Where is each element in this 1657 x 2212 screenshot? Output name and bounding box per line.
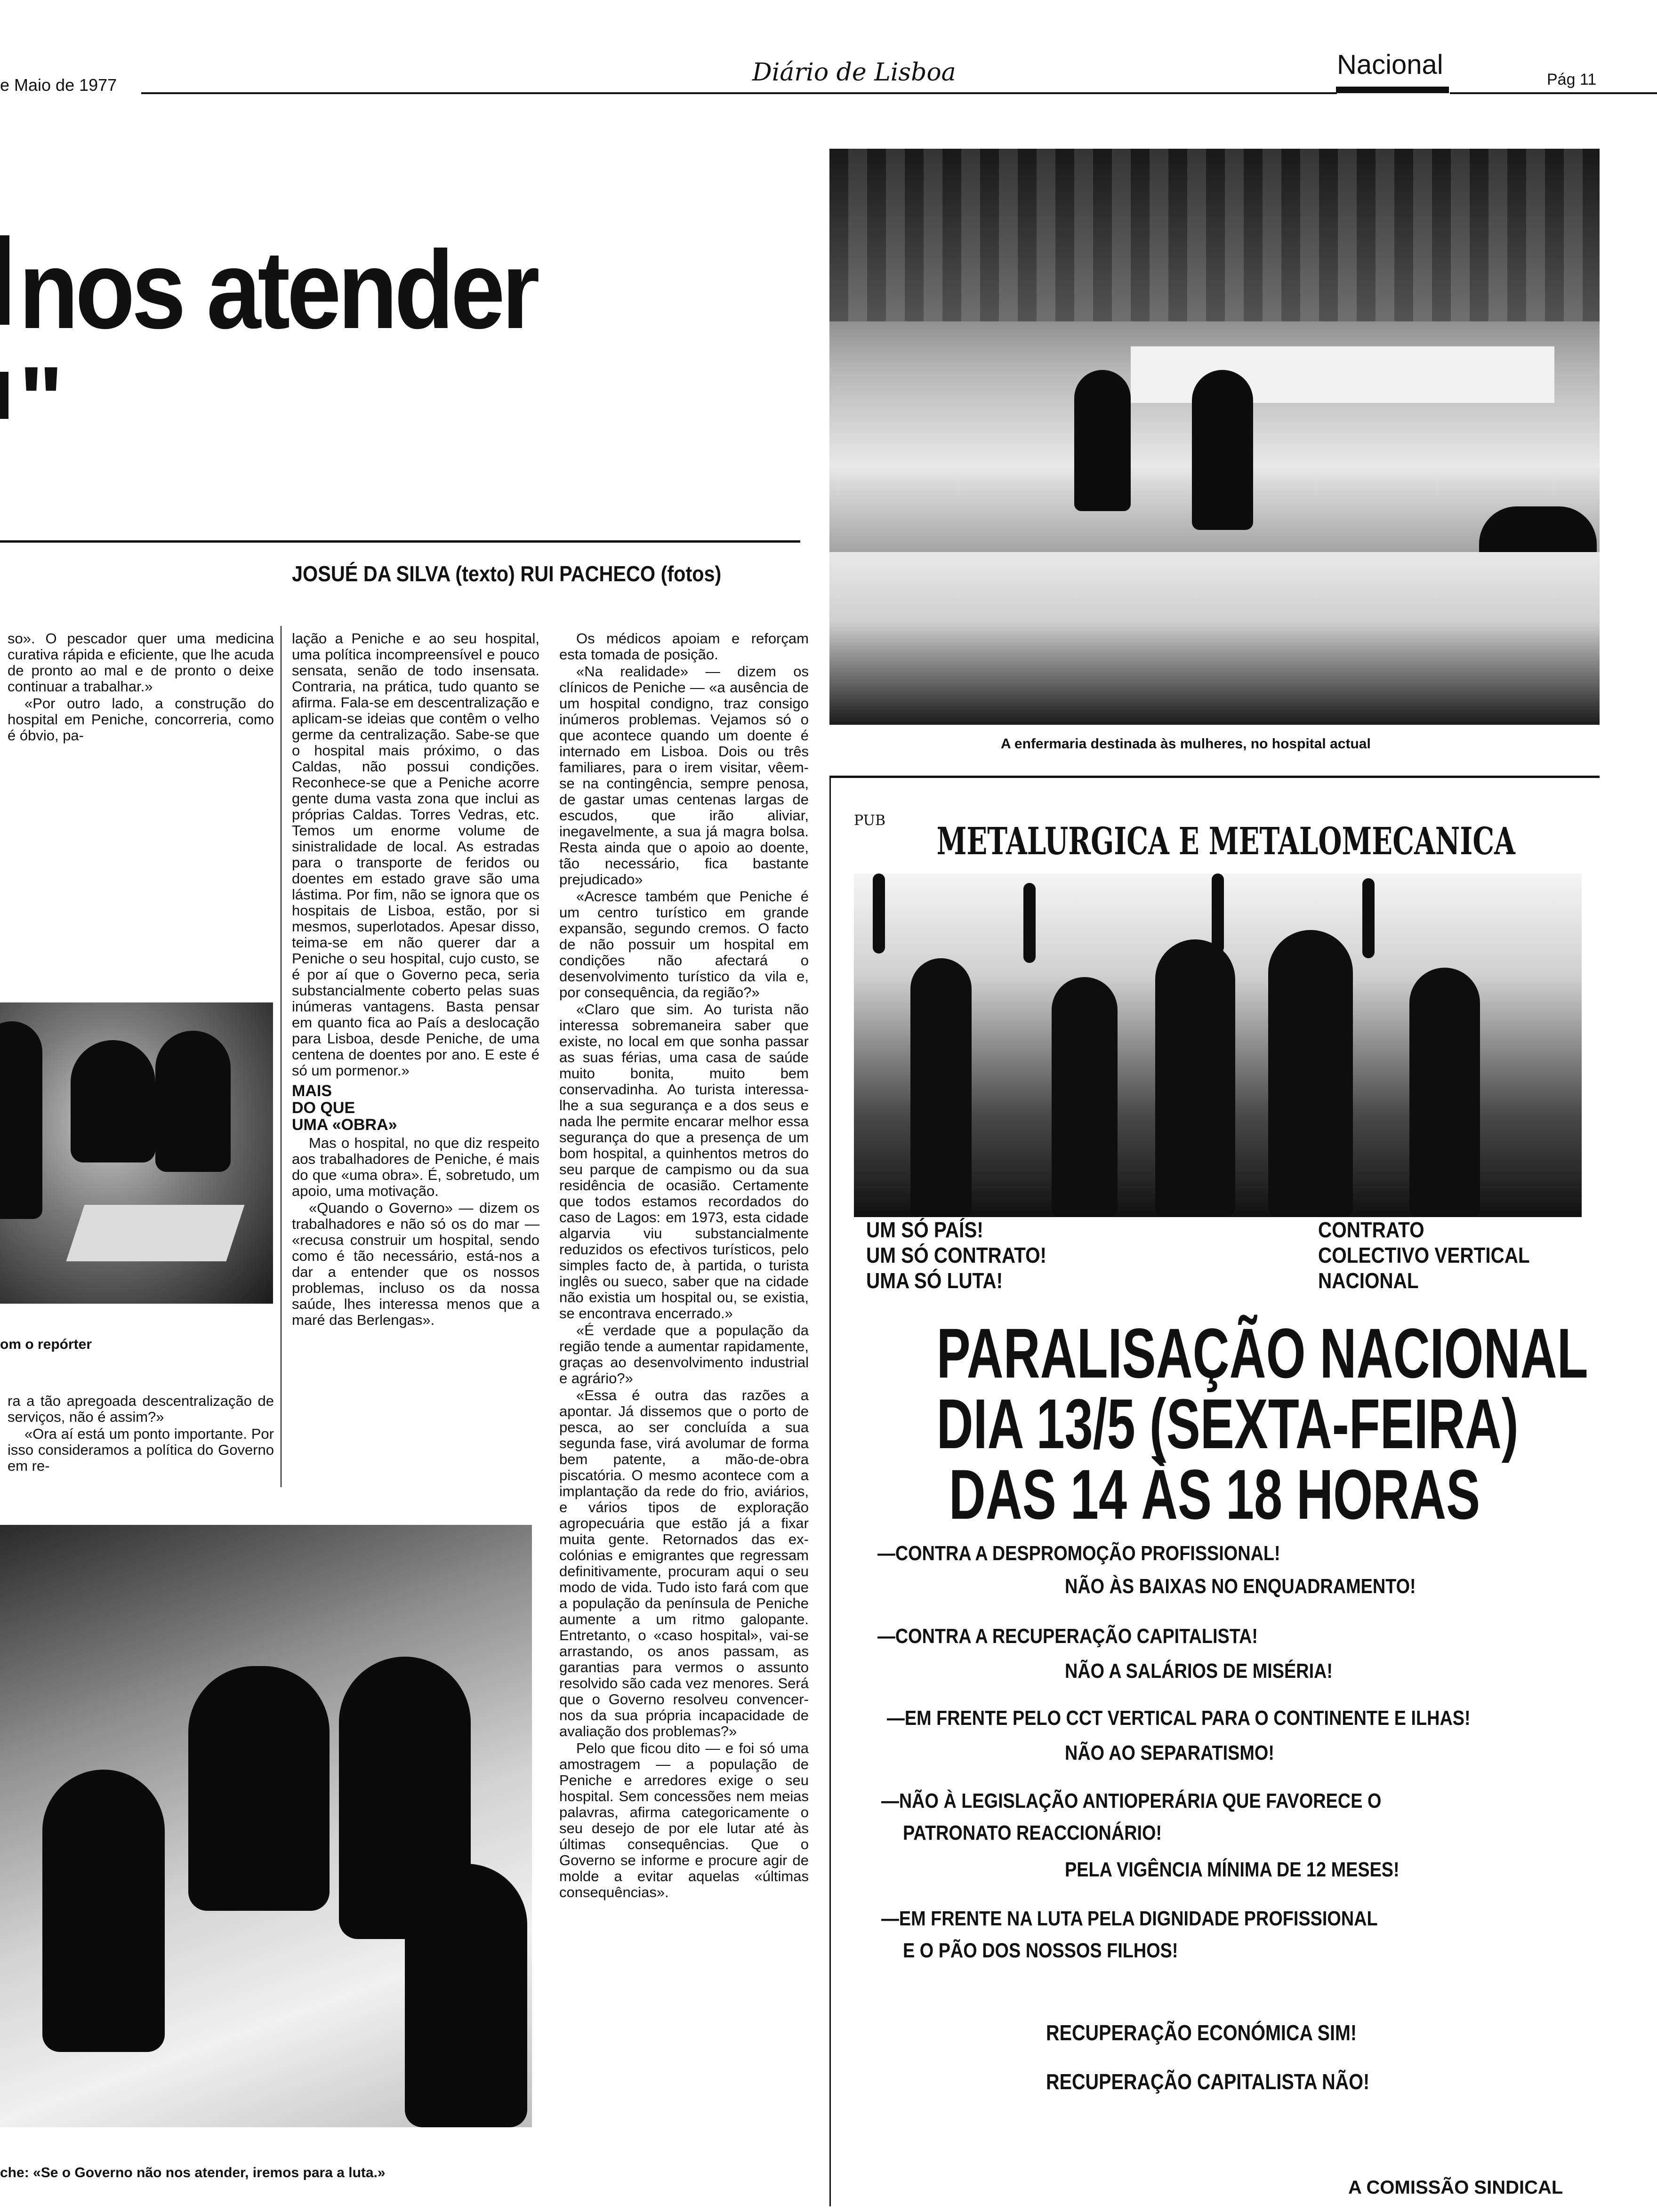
ad-pub-label: PUB: [854, 812, 885, 829]
slogan: NACIONAL: [1318, 1268, 1419, 1293]
paragraph: «Claro que sim. Ao turista não interessa sobremaneira saber que existe, no local em que sonha passar as suas férias, uma casa de saúde muito bonita, muito bem conservadinha. Ao turista interessa-lhe a sua segurança e a dos seus e nada lhe permite encarar melhor essa segurança do que a presença de um bom hospital, a quinhentos metros do seu parque de campismo ou da sua residência de ocasião. Certamente que todos estamos recordados do caso de Lagos: em 1973, esta cidade algarvia viu substancialmente reduzidos os efectivos turísticos, pelo simples facto de, à partida, o turista inglês ou sueco, saber que na cidade não existia um hospital ou, se existia, se encontrava encerrado.»: [559, 1001, 809, 1322]
photo-raised-fist: [1023, 883, 1036, 963]
photo-raised-fist: [1362, 878, 1375, 958]
ad-demand: PELA VIGÊNCIA MÍNIMA DE 12 MESES!: [1065, 1858, 1400, 1881]
photo-caption-middle: om o repórter: [0, 1337, 92, 1352]
photo-fishermen-with-reporter: [0, 1002, 273, 1304]
column-divider: [281, 626, 282, 1487]
paragraph: «Na realidade» — dizem os clínicos de Peniche — «a ausência de um hospital condigno, traz consigo inúmeros problemas. Vejamos só o que acontece quando um doente é internado em Lisboa. Dois ou três familiares, para o irem visitar, vêem-se na contingência, sempre penosa, de gastar umas centenas largas de escudos, que irão aliviar, inegavelmente, a sua já magra bolsa. Resta ainda que o apoio ao doente, tão necessário, fica bastante prejudicado»: [559, 663, 809, 888]
section-rule: [1336, 87, 1449, 93]
paragraph: Mas o hospital, no que diz respeito aos trabalhadores de Peniche, é mais do que «uma obra». É, sobretudo, um apoio, uma motivação.: [292, 1135, 539, 1199]
photo-floor: [829, 552, 1600, 725]
strike-line: DIA 13/5 (SEXTA-FEIRA): [936, 1384, 1519, 1463]
issue-date: e Maio de 1977: [0, 75, 117, 95]
byline: JOSUÉ DA SILVA (texto) RUI PACHECO (fotos): [292, 561, 722, 586]
paragraph: «Por outro lado, a construção do hospital em Peniche, concorreria, como é óbvio, pa-: [8, 695, 274, 744]
ad-strike-announcement: [936, 1314, 1588, 1534]
paragraph: «Acresce também que Peniche é um centro turístico em grande expansão, segundo cremos. O facto de não possuir um hospital em condições não afectará o desenvolvimento turístico da vila e, por consequência, da região?»: [559, 888, 809, 1001]
photo-figure: [1074, 370, 1131, 511]
photo-figure: [1268, 930, 1353, 1217]
article-column-3: [559, 631, 809, 1901]
page-number: Pág 11: [1547, 71, 1597, 88]
byline-rule: [0, 540, 800, 543]
photo-figure: [188, 1666, 330, 1911]
photo-figure: [1192, 370, 1253, 530]
ad-slogans-left: [866, 1217, 1046, 1293]
slogan: COLECTIVO VERTICAL: [1318, 1243, 1530, 1267]
slogan: UM SÓ CONTRATO!: [866, 1243, 1047, 1267]
photo-raised-fist: [1212, 874, 1224, 954]
ad-demand: NÃO ÀS BAIXAS NO ENQUADRAMENTO!: [1065, 1575, 1416, 1598]
paragraph: Pelo que ficou dito — e foi só uma amostragem — a população de Peniche e arredores exige o seu hospital. Sem concessões nem meias palavras, afirma categoricamente o seu desejo de por ele lutar até às últimas consequências. Que o Governo se informe e procure agir de molde a evitar aquelas «últimas consequências».: [559, 1740, 809, 1900]
slogan: UM SÓ PAÍS!: [866, 1218, 983, 1242]
ad-demand: NÃO A SALÁRIOS DE MISÉRIA!: [1065, 1659, 1333, 1683]
closing-quote-mark: ": [19, 347, 64, 452]
article-column-1-continued: [8, 1393, 274, 1475]
headline: nos atender: [19, 228, 537, 352]
paragraph: so». O pescador quer uma medicina curativa rápida e eficiente, que lhe acuda de pronto ao mal e de pronto o deixe continuar a trabalhar.»: [8, 630, 274, 695]
newspaper-name: Diário de Lisboa: [752, 58, 956, 87]
paragraph: lação a Peniche e ao seu hospital, uma política incompreensível e pouco sensata, senão de todo insensata. Contraria, na prática, tudo quanto se afirma. Fala-se em descentralização e aplicam-se ideias que contêm o velho germe da centralização. Sabe-se que o hospital mais próximo, o das Caldas, não possui condições. Reconhece-se que a Peniche acorre gente duma vasta zona que inclui as próprias Caldas. Torres Vedras, etc. Temos um enorme volume de sinistralidade de local. As estradas para o transporte de feridos ou doentes em estado grave são uma lástima. Por fim, não se ignora que os hospitais de Lisboa, estão, por si mesmos, superlotados. Apesar disso, teima-se em não querer dar a Peniche o seu hospital, cujo custo, se é por aí que o Governo peca, seria substancialmente coberto pelas suas inúmeras vantagens. Basta pensar em quanto fica ao País a deslocação para Lisboa, desde Peniche, de uma centena de doentes por ano. E este é só um pormenor.»: [292, 630, 539, 1079]
photo-figure: [405, 1864, 527, 2127]
slogan: UMA SÓ LUTA!: [866, 1268, 1003, 1293]
ad-closing: RECUPERAÇÃO CAPITALISTA NÃO!: [1046, 2069, 1370, 2094]
strike-line: DAS 14 ÀS 18 HORAS: [949, 1455, 1480, 1534]
ad-title: METALURGICA E METALOMECANICA: [936, 819, 1515, 863]
photo-crowd: [0, 1525, 532, 2127]
paragraph: «É verdade que a população da região tende a aumentar rapidamente, graças ao desenvolvimento industrial e agrário?»: [559, 1322, 809, 1387]
photo-hospital-ward: [829, 149, 1600, 725]
subheading-line: DO QUE: [292, 1099, 355, 1117]
page-rule: [1450, 92, 1657, 94]
ad-slogans-right: [1318, 1217, 1530, 1293]
slogan: CONTRATO: [1318, 1218, 1424, 1242]
ad-demand: E O PÃO DOS NOSSOS FILHOS!: [903, 1939, 1178, 1962]
article-column-1: [8, 631, 274, 745]
photo-figure: [1155, 939, 1235, 1217]
paragraph: Os médicos apoiam e reforçam esta tomada de posição.: [559, 630, 809, 663]
photo-caption-bottom: che: «Se o Governo não nos atender, iremos para a luta.»: [0, 2165, 386, 2180]
paragraph: «Ora aí está um ponto importante. Por isso consideramos a política do Governo em re-: [8, 1426, 274, 1474]
subheading-line: MAIS: [292, 1082, 332, 1100]
photo-ceiling: [829, 149, 1600, 321]
ad-closing: RECUPERAÇÃO ECONÓMICA SIM!: [1046, 2020, 1357, 2045]
photo-figure: [1409, 968, 1480, 1217]
photo-table: [66, 1205, 245, 1261]
ad-demand: —NÃO À LEGISLAÇÃO ANTIOPERÁRIA QUE FAVORECE O: [881, 1789, 1382, 1812]
ad-demand: PATRONATO REACCIONÁRIO!: [903, 1821, 1162, 1844]
photo-figure: [1052, 977, 1118, 1217]
header-rule: [141, 92, 1337, 94]
photo-figure: [155, 1031, 231, 1172]
ad-demand: —EM FRENTE PELO CCT VERTICAL PARA O CONTINENTE E ILHAS!: [887, 1707, 1471, 1730]
paragraph: «Essa é outra das razões a apontar. Já dissemos que o porto de pesca, ao ser concluída a sua segunda fase, virá avolumar de forma bem patente, a mão-de-obra piscatória. O mesmo acontece com a implantação da rede do frio, aviários, e vários tipos de exploração agropecuária que estão já a fixar muita gente. Retornados das ex-colónias e emigrantes que regressam definitivamente, procuram aqui o seu modo de vida. Tudo isto fará com que a população da península de Peniche aumente a um ritmo galopante. Entretanto, o «caso hospital», vai-se arrastando, os anos passam, as garantias para vermos o assunto resolvido são cada vez menores. Será que o Governo resolveu convencer-nos da sua própria incapacidade de avaliação dos problemas?»: [559, 1387, 809, 1739]
strike-line: PARALISAÇÃO NACIONAL: [936, 1314, 1588, 1393]
photo-figure: [42, 1770, 165, 2052]
ad-demand: —EM FRENTE NA LUTA PELA DIGNIDADE PROFISSIONAL: [881, 1907, 1378, 1930]
ad-top-rule: [829, 776, 1600, 778]
subheading: [292, 1082, 539, 1133]
headline-cut-glyph: [0, 235, 9, 325]
article-column-2: [292, 631, 539, 1329]
paragraph: «Quando o Governo» — dizem os trabalhadores e não só os do mar — «recusa construir um hospital, sendo como é tão necessário, está-nos a dar a entender que os nossos problemas, incluso os da nossa saúde, lhes interessa menos que a maré das Berlengas».: [292, 1200, 539, 1328]
photo-figure: [71, 1040, 155, 1162]
ad-signoff: A COMISSÃO SINDICAL: [1348, 2177, 1563, 2198]
photo-figure: [910, 958, 972, 1217]
quote-cut-glyph: [0, 372, 8, 419]
photo-figure: [0, 1021, 42, 1219]
photo-workers-march: [854, 874, 1582, 1217]
ad-left-border: [829, 776, 831, 2206]
subheading-line: UMA «OBRA»: [292, 1116, 397, 1134]
ad-demand: —CONTRA A RECUPERAÇÃO CAPITALISTA!: [877, 1625, 1258, 1648]
ad-demand: NÃO AO SEPARATISMO!: [1065, 1741, 1274, 1764]
photo-caption-top: A enfermaria destinada às mulheres, no hospital actual: [1001, 736, 1371, 752]
photo-raised-fist: [873, 874, 885, 954]
ad-demand: —CONTRA A DESPROMOÇÃO PROFISSIONAL!: [877, 1542, 1280, 1565]
paragraph: ra a tão apregoada descentralização de serviços, não é assim?»: [8, 1393, 274, 1425]
section-name: Nacional: [1337, 49, 1443, 80]
